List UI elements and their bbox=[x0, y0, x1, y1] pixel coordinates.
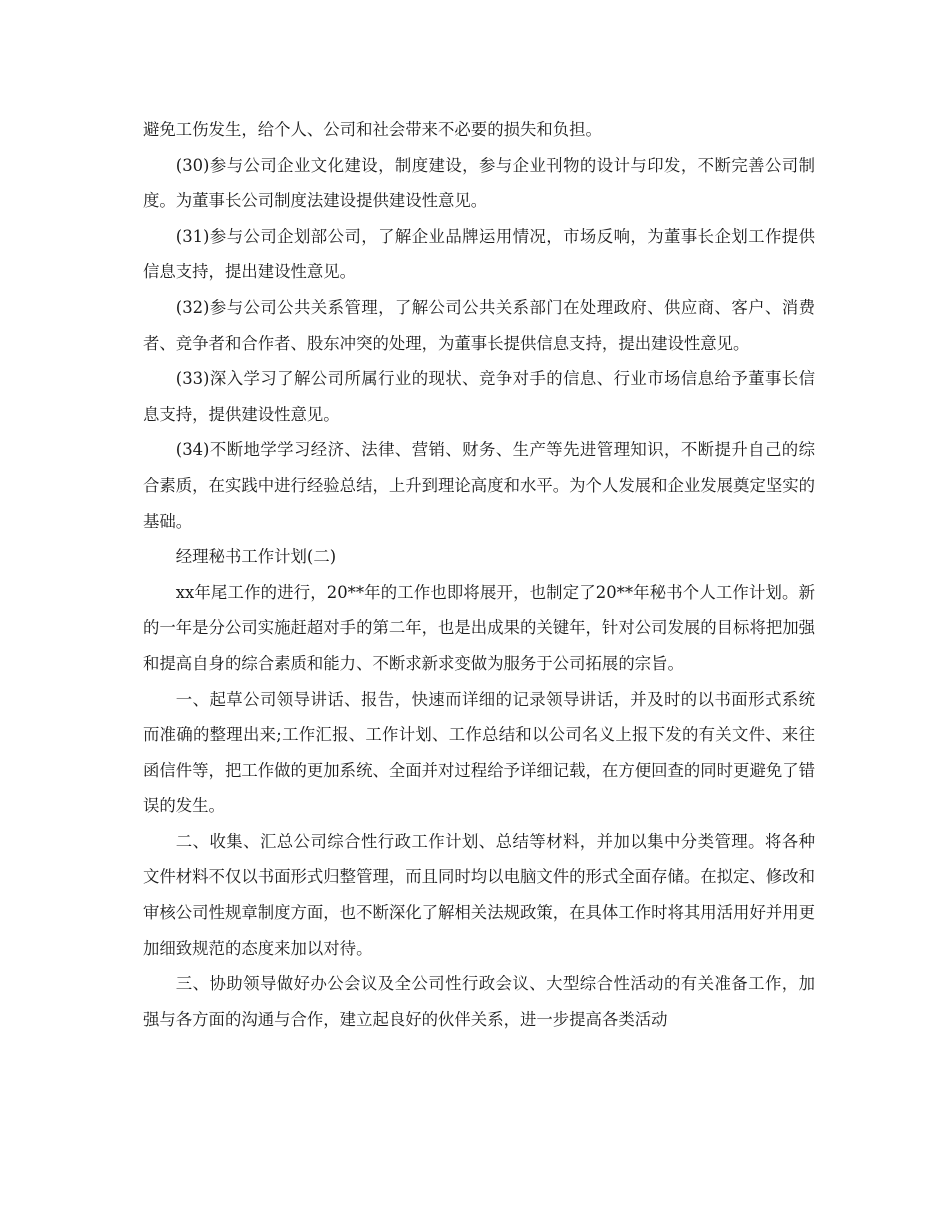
section-heading: 经理秘书工作计划(二) bbox=[175, 547, 337, 567]
paragraph-item-31: (31)参与公司企划部公司，了解企业品牌运用情况，市场反响，为董事长企划工作提供信息支持，提出建设性意见。 bbox=[143, 226, 815, 282]
paragraph-item-30: (30)参与公司企业文化建设，制度建设，参与企业刊物的设计与印发，不断完善公司制度。为董事长公司制度法建设提供建设性意见。 bbox=[143, 155, 815, 211]
paragraph-point-two: 二、收集、汇总公司综合性行政工作计划、总结等材料，并加以集中分类管理。将各种文件材料不仅以书面形式归整管理，而且同时均以电脑文件的形式全面存储。在拟定、修改和审核公司性规章制度方面，也不断深化了解相关法规政策，在具体工作时将其用活用好并用更加细致规范的态度来加以对待。 bbox=[143, 831, 816, 958]
paragraph-item-34: (34)不断地学学习经济、法律、营销、财务、生产等先进管理知识，不断提升自己的综合素质，在实践中进行经验总结，上升到理论高度和水平。为个人发展和企业发展奠定坚实的基础。 bbox=[143, 440, 816, 531]
paragraph-intro: xx年尾工作的进行，20**年的工作也即将展开，也制定了20**年秘书个人工作计划。新的一年是分公司实施赶超对手的第二年，也是出成果的关键年，针对公司发展的目标将把加强和提高自身的综合素质和能力、不断求新求变做为服务于公司拓展的宗旨。 bbox=[143, 582, 816, 673]
paragraph-point-three: 三、协助领导做好办公会议及全公司性行政会议、大型综合性活动的有关准备工作，加强与各方面的沟通与合作，建立起良好的伙伴关系，进一步提高各类活动 bbox=[143, 974, 815, 1029]
paragraph-item-32: (32)参与公司公共关系管理，了解公司公共关系部门在处理政府、供应商、客户、消费者、竞争者和合作者、股东冲突的处理，为董事长提供信息支持，提出建设性意见。 bbox=[143, 297, 815, 353]
paragraph-item-33: (33)深入学习了解公司所属行业的现状、竞争对手的信息、行业市场信息给予董事长信息支持，提供建设性意见。 bbox=[143, 369, 815, 424]
document-body bbox=[143, 112, 815, 1037]
paragraph-continued: 避免工伤发生，给个人、公司和社会带来不必要的损失和负担。 bbox=[143, 120, 602, 139]
paragraph-point-one: 一、起草公司领导讲话、报告，快速而详细的记录领导讲话，并及时的以书面形式系统而准确的整理出来;工作汇报、工作计划、工作总结和以公司名义上报下发的有关文件、来往函信件等，把工作做的更加系统、全面并对过程给予详细记载，在方便回查的同时更避免了错误的发生。 bbox=[143, 689, 816, 816]
